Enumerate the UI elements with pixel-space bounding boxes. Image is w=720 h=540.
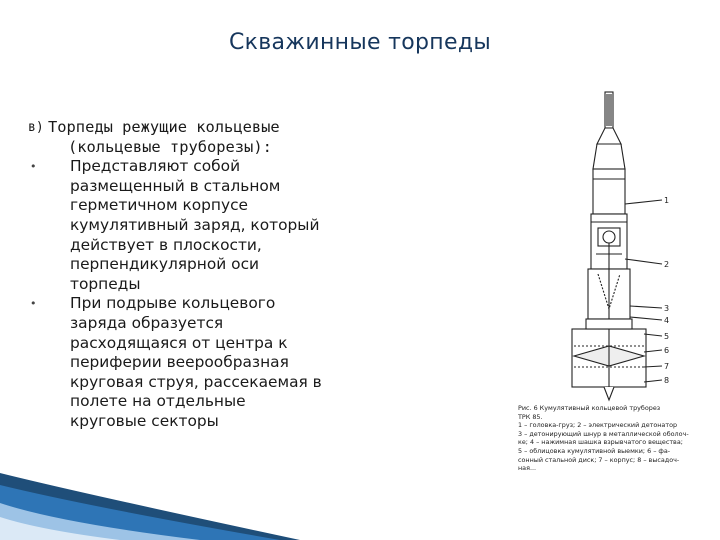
caption-line: 5 – облицовка кумулятивной выемки; 6 – фа- xyxy=(518,446,671,455)
callout-6: 6 xyxy=(664,346,670,355)
caption-line: ке; 4 – нажимная шашка взрывчатого вещества; xyxy=(518,438,683,447)
bullet-line: круговая струя, рассекаемая в xyxy=(70,372,322,391)
bullet-line: расходящаяся от центра к xyxy=(70,333,288,352)
callout-8: 8 xyxy=(664,376,670,385)
bullet-line: перпендикулярной оси xyxy=(70,255,260,274)
callout-2: 2 xyxy=(664,260,670,269)
bullet-line: кумулятивный заряд, который xyxy=(70,215,320,234)
bullet-item xyxy=(24,294,354,431)
slide-title: Скважинные торпеды xyxy=(228,30,492,55)
bullet-line: размещенный в стальном xyxy=(70,176,281,195)
bullet-line: Представляют собой xyxy=(70,157,241,176)
bullet-line: полете на отдельные xyxy=(70,392,246,411)
figure-caption xyxy=(518,404,708,473)
section-marker: в) xyxy=(28,120,44,135)
text-content xyxy=(24,118,354,432)
bullet-line: герметичном корпусе xyxy=(70,196,249,215)
callout-1: 1 xyxy=(664,196,670,205)
callout-5: 5 xyxy=(664,332,670,341)
caption-line: 1 – головка-груз; 2 – электрический детонатор xyxy=(518,421,678,430)
caption-line: ная... xyxy=(518,464,537,473)
bullet-item xyxy=(24,157,354,294)
bullet-line: заряда образуется xyxy=(70,313,224,332)
heading-line: (кольцевые труборезы): xyxy=(68,137,272,156)
section-heading xyxy=(24,118,354,157)
bullet-line: действует в плоскости, xyxy=(70,235,262,254)
heading-line: Торпеды режущие кольцевые xyxy=(48,118,280,136)
bullet-icon: • xyxy=(30,160,37,174)
callout-7: 7 xyxy=(664,362,670,371)
caption-line: ТРК 85. xyxy=(518,412,543,421)
callout-3: 3 xyxy=(664,304,670,313)
caption-line: Рис. 6 Кумулятивный кольцевой труборез xyxy=(518,404,661,412)
bullet-icon: • xyxy=(30,297,37,311)
caption-line: сонный стальной диск; 7 – корпус; 8 – высадоч- xyxy=(518,455,680,464)
bullet-line: торпеды xyxy=(70,274,141,293)
caption-line: 3 – детонирующий шнур в металлической оболоч- xyxy=(518,429,689,438)
corner-decoration xyxy=(0,445,300,540)
bullet-line: периферии веерообразная xyxy=(70,353,289,372)
bullet-line: При подрыве кольцевого xyxy=(70,294,276,313)
callout-4: 4 xyxy=(664,316,670,325)
bullet-line: круговые секторы xyxy=(70,411,219,430)
